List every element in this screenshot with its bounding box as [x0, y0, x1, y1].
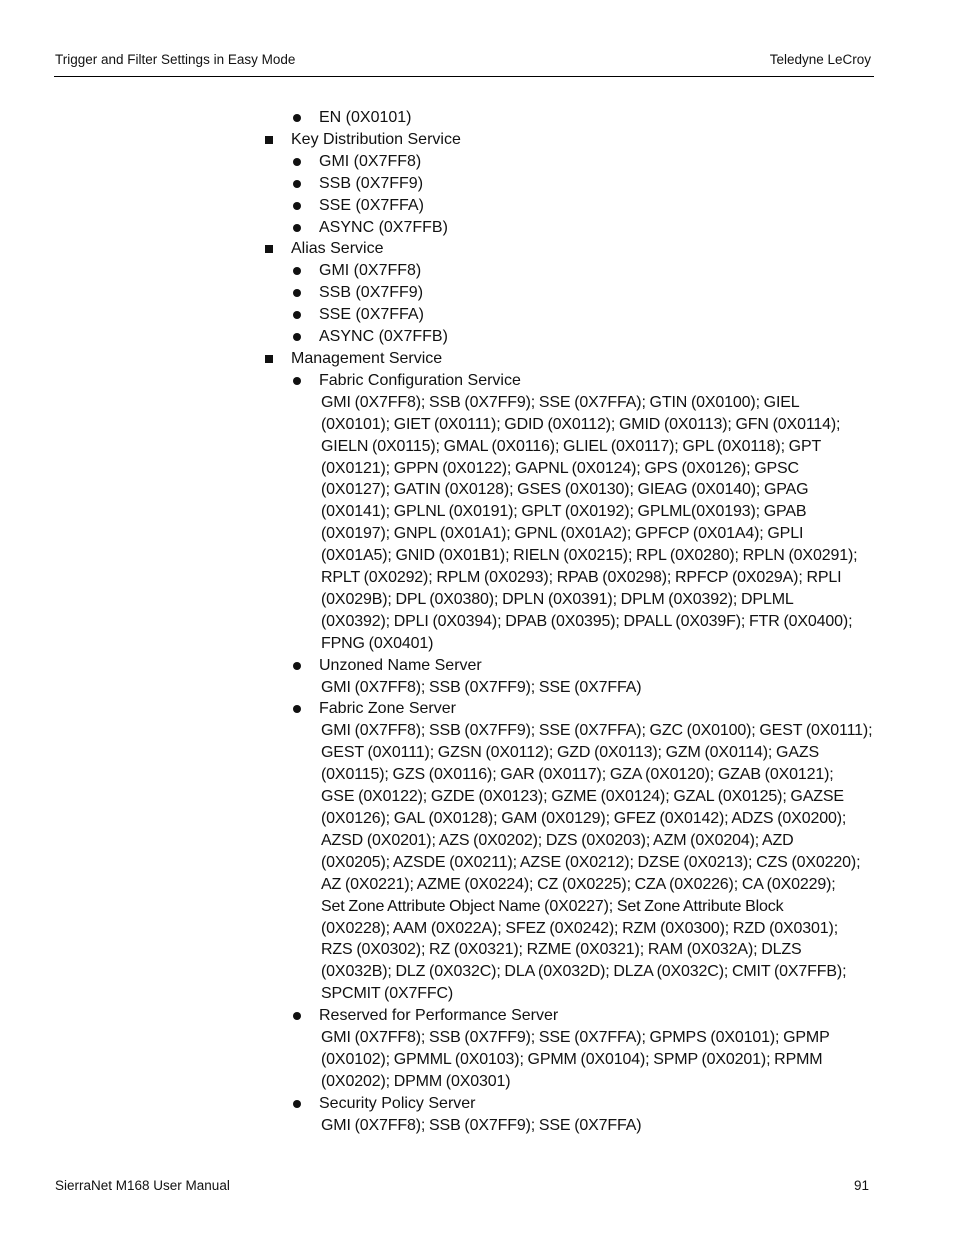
command-codes-line: GMI (0X7FF8); SSB (0X7FF9); SSE (0X7FFA) [321, 1116, 642, 1134]
command-codes-line: (0X032B); DLZ (0X032C); DLA (0X032D); DLZA (0X032C); CMIT (0X7FFB); [321, 963, 847, 981]
running-header-title: Trigger and Filter Settings in Easy Mode [55, 52, 296, 67]
command-codes-line: GMI (0X7FF8); SSB (0X7FF9); SSE (0X7FFA); GZC (0X0100); GEST (0X0111); [321, 722, 873, 740]
sub-service-item: Security Policy Server [262, 1093, 874, 1115]
sub-service-item: Reserved for Performance Server [262, 1005, 874, 1027]
sub-service-item: Fabric Configuration Service [262, 370, 874, 392]
command-codes-line: AZSD (0X0201); AZS (0X0202); DZS (0X0203); AZM (0X0204); AZD [321, 831, 794, 849]
sub-service-item: SSE (0X7FFA) [262, 304, 874, 326]
command-codes-line: (0X0141); GPLNL (0X0191); GPLT (0X0192); GPLML(0X0193); GPAB [321, 503, 807, 521]
command-codes-line: (0X0197); GNPL (0X01A1); GPNL (0X01A2); GPFCP (0X01A4); GPLI [321, 525, 804, 543]
service-heading: Alias Service [262, 238, 874, 260]
command-codes-line: (0X0115); GZS (0X0116); GAR (0X0117); GZA (0X0120); GZAB (0X0121); [321, 766, 834, 784]
service-heading: Management Service [262, 348, 874, 370]
command-codes-line: (0X0228); AAM (0X022A); SFEZ (0X0242); RZM (0X0300); RZD (0X0301); [321, 919, 838, 937]
service-heading: Key Distribution Service [262, 129, 874, 151]
command-codes-line: FPNG (0X0401) [321, 634, 434, 652]
sub-service-item: SSE (0X7FFA) [262, 195, 874, 217]
command-codes-line: (0X0102); GPMML (0X0103); GPMM (0X0104); SPMP (0X0201); RPMM [321, 1050, 823, 1068]
sub-service-item: GMI (0X7FF8) [262, 260, 874, 282]
running-header-brand: Teledyne LeCroy [769, 52, 871, 67]
sub-service-item: SSB (0X7FF9) [262, 282, 874, 304]
command-codes-line: GMI (0X7FF8); SSB (0X7FF9); SSE (0X7FFA); GTIN (0X0100); GIEL [321, 393, 800, 411]
service-list [262, 107, 874, 1137]
sub-service-item: GMI (0X7FF8) [262, 151, 874, 173]
sub-service-item: Fabric Zone Server [262, 698, 874, 720]
command-codes-line: GIELN (0X0115); GMAL (0X0116); GLIEL (0X0117); GPL (0X0118); GPT [321, 437, 822, 455]
command-codes-line: (0X029B); DPL (0X0380); DPLN (0X0391); DPLM (0X0392); DPLML [321, 590, 794, 608]
sub-service-item: SSB (0X7FF9) [262, 173, 874, 195]
command-codes-line: SPCMIT (0X7FFC) [321, 985, 454, 1003]
page-number: 91 [853, 1178, 869, 1193]
sub-service-item: ASYNC (0X7FFB) [262, 217, 874, 239]
command-codes-line: RZS (0X0302); RZ (0X0321); RZME (0X0321); RAM (0X032A); DLZS [321, 941, 802, 959]
sub-service-item: ASYNC (0X7FFB) [262, 326, 874, 348]
command-codes-line: (0X0392); DPLI (0X0394); DPAB (0X0395); DPALL (0X039F); FTR (0X0400); [321, 612, 853, 630]
command-codes-line: Set Zone Attribute Object Name (0X0227); Set Zone Attribute Block [321, 897, 784, 915]
command-codes-line: (0X0121); GPPN (0X0122); GAPNL (0X0124); GPS (0X0126); GPSC [321, 459, 799, 477]
command-codes-line: RPLT (0X0292); RPLM (0X0293); RPAB (0X0298); RPFCP (0X029A); RPLI [321, 569, 842, 587]
command-codes-line: AZ (0X0221); AZME (0X0224); CZ (0X0225); CZA (0X0226); CA (0X0229); [321, 875, 836, 893]
command-codes-line: (0X0101); GIET (0X0111); GDID (0X0112); GMID (0X0113); GFN (0X0114); [321, 415, 841, 433]
footer-manual-title: SierraNet M168 User Manual [55, 1178, 230, 1193]
command-codes-line: (0X0127); GATIN (0X0128); GSES (0X0130); GIEAG (0X0140); GPAG [321, 481, 809, 499]
command-codes-line: (0X0205); AZSDE (0X0211); AZSE (0X0212); DZSE (0X0213); CZS (0X0220); [321, 853, 861, 871]
command-codes-line: GSE (0X0122); GZDE (0X0123); GZME (0X0124); GZAL (0X0125); GAZSE [321, 788, 844, 806]
command-codes-line: (0X01A5); GNID (0X01B1); RIELN (0X0215); RPL (0X0280); RPLN (0X0291); [321, 547, 858, 565]
header-rule [54, 76, 874, 77]
sub-service-item: EN (0X0101) [262, 107, 874, 129]
command-codes-line: GMI (0X7FF8); SSB (0X7FF9); SSE (0X7FFA) [321, 678, 642, 696]
command-codes-line: GEST (0X0111); GZSN (0X0112); GZD (0X0113); GZM (0X0114); GAZS [321, 744, 819, 762]
command-codes-line: (0X0202); DPMM (0X0301) [321, 1072, 511, 1090]
sub-service-item: Unzoned Name Server [262, 655, 874, 677]
command-codes-line: (0X0126); GAL (0X0128); GAM (0X0129); GFEZ (0X0142); ADZS (0X0200); [321, 810, 847, 827]
command-codes-line: GMI (0X7FF8); SSB (0X7FF9); SSE (0X7FFA); GPMPS (0X0101); GPMP [321, 1029, 830, 1047]
